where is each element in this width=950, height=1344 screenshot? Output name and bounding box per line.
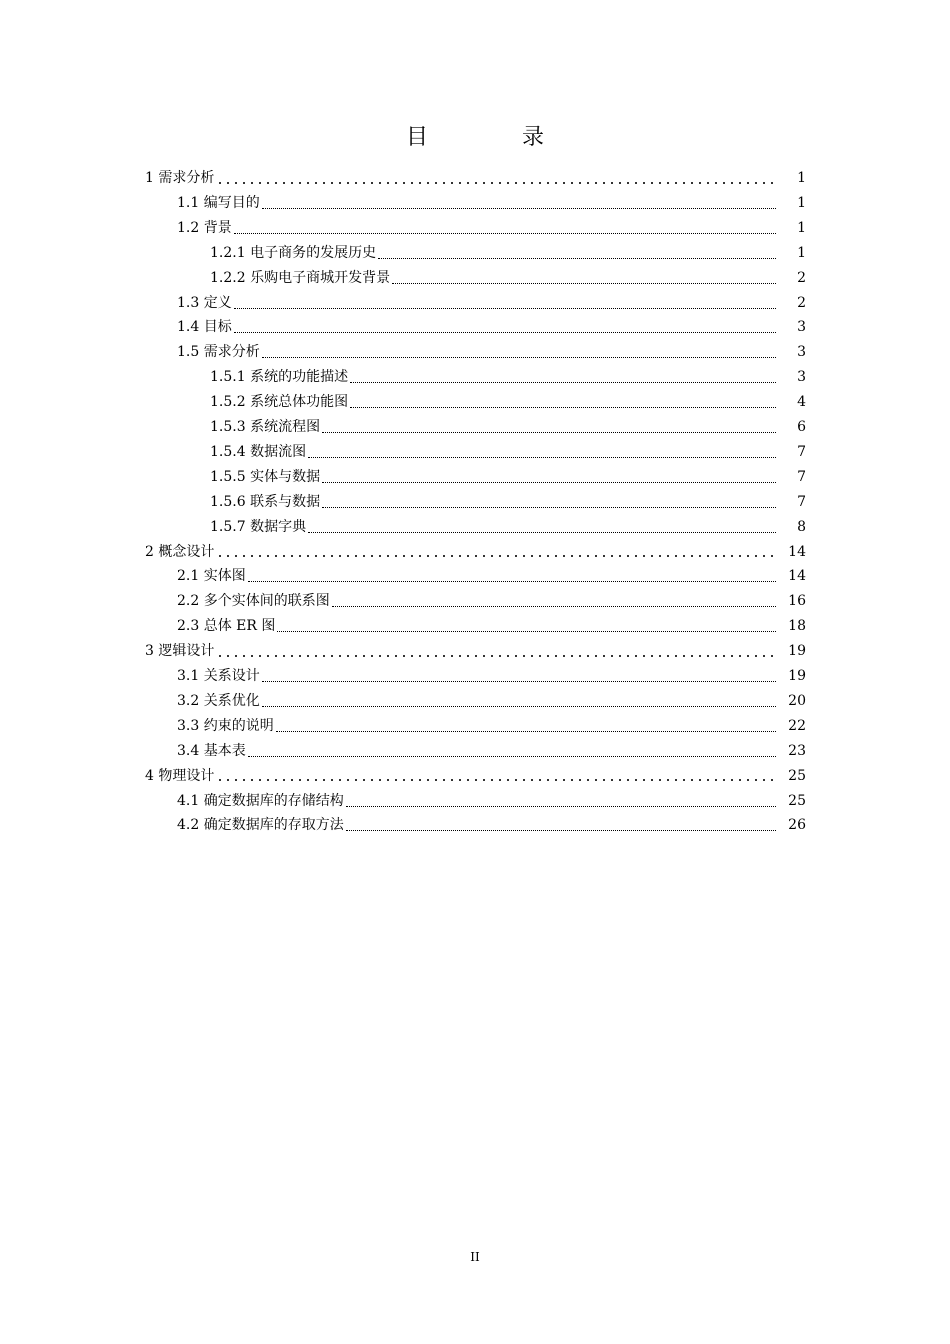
toc-entry-page: 1 [797, 219, 806, 236]
toc-entry[interactable] [177, 315, 806, 340]
toc-entry-page: 4 [797, 394, 806, 411]
page-number: II [470, 1250, 480, 1264]
toc-entry[interactable] [210, 490, 806, 515]
toc-entry[interactable] [210, 415, 806, 440]
toc-entry[interactable] [177, 291, 806, 316]
toc-leader [216, 778, 776, 782]
toc-entry-label: 1.5.1 系统的功能描述 [210, 369, 349, 386]
toc-entry-label: 1.5.5 实体与数据 [210, 468, 321, 485]
toc-entry-page: 7 [797, 493, 806, 510]
toc-leader [262, 706, 776, 707]
toc-leader [234, 332, 776, 333]
toc-entry[interactable] [210, 266, 806, 291]
toc-leader [248, 581, 776, 582]
toc-entry-page: 1 [797, 244, 806, 261]
toc-entry[interactable] [210, 390, 806, 415]
toc-entry-label: 1.3 定义 [177, 294, 232, 311]
toc-leader [350, 407, 776, 408]
toc-entry-label: 3.4 基本表 [177, 742, 246, 759]
toc-entry-label: 1.4 目标 [177, 319, 232, 336]
toc-entry-label: 2.1 实体图 [177, 568, 246, 585]
toc-entry-label: 1.2.1 电子商务的发展历史 [210, 244, 377, 261]
toc-entry[interactable] [177, 614, 806, 639]
toc-leader [248, 756, 776, 757]
toc-entry-label: 3.2 关系优化 [177, 692, 260, 709]
toc-entry[interactable] [210, 440, 806, 465]
toc-leader [322, 482, 776, 483]
toc-entry[interactable] [177, 714, 806, 739]
toc-entry[interactable] [145, 639, 806, 664]
toc-entry-label: 2.3 总体 ER 图 [177, 618, 276, 635]
toc-entry-page: 3 [797, 319, 806, 336]
toc-entry[interactable] [177, 689, 806, 714]
toc-entry-page: 16 [788, 593, 806, 610]
toc-entry[interactable] [177, 789, 806, 814]
toc-entry-page: 19 [788, 668, 806, 684]
toc-leader [216, 181, 776, 185]
toc-entry-page: 23 [788, 742, 806, 759]
toc-entry-page: 2 [797, 269, 806, 286]
toc-leader [350, 382, 776, 383]
toc-leader [322, 432, 776, 433]
toc-leader [332, 606, 776, 607]
toc-entry[interactable] [177, 664, 806, 689]
toc-leader [322, 507, 776, 508]
toc-entry-label: 3 逻辑设计 [145, 643, 215, 660]
toc-entry-page: 25 [788, 767, 806, 784]
toc-entry-label: 1.5.2 系统总体功能图 [210, 394, 349, 411]
toc-leader [346, 830, 776, 831]
toc-leader [234, 233, 776, 234]
toc-leader [216, 654, 776, 658]
toc-entry[interactable] [177, 589, 806, 614]
toc-entry-page: 1 [797, 170, 806, 186]
toc-leader [392, 283, 776, 284]
toc-entry-label: 3.3 约束的说明 [177, 717, 274, 734]
toc-entry-label: 4.2 确定数据库的存取方法 [177, 817, 344, 834]
toc-entry[interactable] [177, 340, 806, 365]
toc-entry-label: 1.5 需求分析 [177, 344, 260, 361]
table-of-contents [0, 166, 950, 846]
toc-entry[interactable] [177, 216, 806, 241]
toc-entry-page: 25 [788, 792, 806, 809]
toc-entry[interactable] [145, 540, 806, 565]
toc-entry-label: 1.5.6 联系与数据 [210, 493, 321, 510]
toc-entry[interactable] [210, 241, 806, 266]
toc-entry-label: 1.2 背景 [177, 219, 232, 236]
toc-entry-label: 1.2.2 乐购电子商城开发背景 [210, 269, 391, 286]
toc-entry[interactable] [177, 739, 806, 764]
toc-entry-page: 1 [797, 194, 806, 211]
toc-entry-page: 14 [788, 568, 806, 585]
toc-entry-label: 2.2 多个实体间的联系图 [177, 593, 330, 610]
toc-entry[interactable] [177, 813, 806, 838]
toc-entry-label: 4 物理设计 [145, 767, 215, 784]
toc-entry[interactable] [177, 191, 806, 216]
toc-entry-page: 14 [788, 543, 806, 560]
toc-leader [262, 208, 776, 209]
toc-entry[interactable] [145, 166, 806, 191]
toc-entry-label: 3.1 关系设计 [177, 668, 260, 684]
toc-entry-page: 20 [788, 692, 806, 709]
toc-leader [262, 357, 776, 358]
toc-entry-page: 22 [788, 717, 806, 734]
toc-entry-label: 1.1 编写目的 [177, 194, 260, 211]
toc-leader [276, 731, 776, 732]
toc-entry-label: 1.5.4 数据流图 [210, 443, 307, 460]
toc-entry-page: 3 [797, 369, 806, 386]
toc-entry-page: 7 [797, 443, 806, 460]
toc-entry[interactable] [210, 515, 806, 540]
toc-entry-page: 8 [797, 518, 806, 535]
toc-entry-label: 2 概念设计 [145, 543, 215, 560]
toc-leader [216, 554, 776, 558]
toc-leader [262, 681, 776, 682]
toc-entry-page: 19 [788, 643, 806, 660]
toc-entry-page: 2 [797, 294, 806, 311]
toc-entry-label: 1.5.3 系统流程图 [210, 419, 321, 435]
toc-title: 目 录 [405, 125, 580, 150]
toc-entry-page: 6 [797, 419, 806, 435]
toc-entry-label: 1.5.7 数据字典 [210, 518, 307, 535]
toc-entry[interactable] [210, 465, 806, 490]
toc-leader [308, 457, 776, 458]
toc-entry-label: 1 需求分析 [145, 170, 215, 186]
toc-leader [234, 308, 776, 309]
toc-entry[interactable] [145, 764, 806, 789]
toc-entry-page: 7 [797, 468, 806, 485]
toc-entry[interactable] [210, 365, 806, 390]
toc-entry-label: 4.1 确定数据库的存储结构 [177, 792, 344, 809]
toc-entry-page: 3 [797, 344, 806, 361]
toc-leader [378, 258, 776, 259]
toc-leader [308, 532, 776, 533]
toc-entry-page: 18 [788, 618, 806, 635]
toc-leader [346, 806, 776, 807]
toc-entry[interactable] [177, 564, 806, 589]
toc-leader [277, 631, 776, 632]
toc-entry-page: 26 [788, 817, 806, 834]
